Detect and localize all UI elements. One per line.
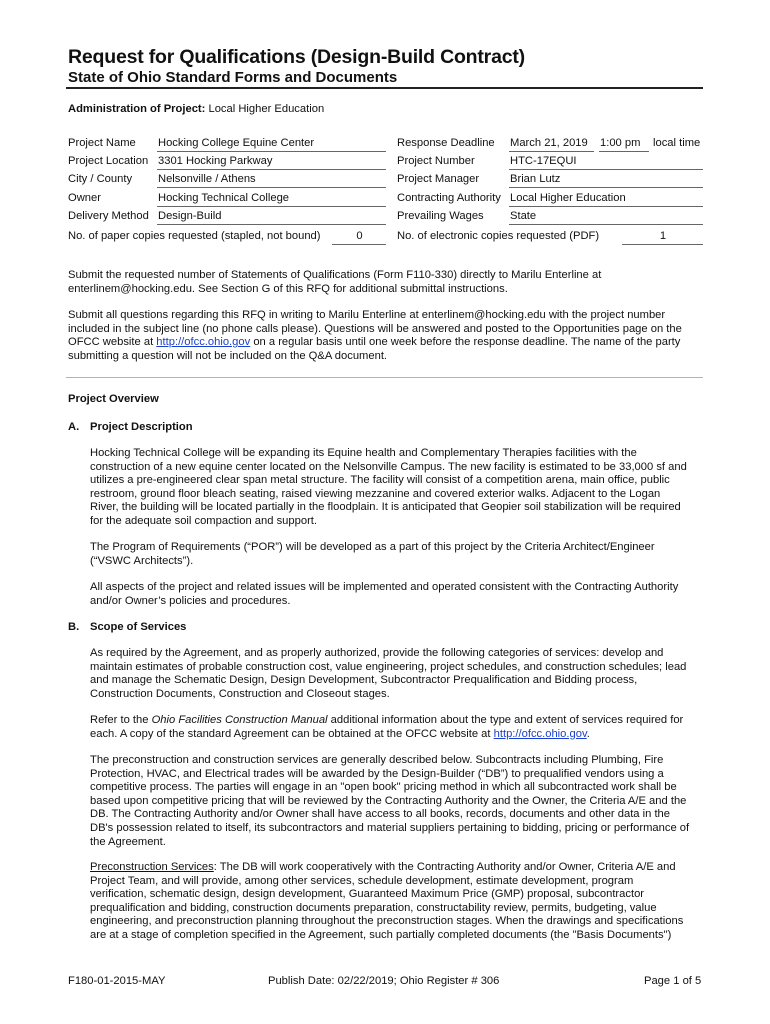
text-line: River, the building will be located partially in the floodplain. It is anticipated that Geopier soil stabilization will be required — [90, 501, 681, 514]
project-description-paragraph-3 — [90, 581, 702, 608]
delivery-method-field[interactable]: Design-Build — [157, 210, 386, 225]
delivery-method-label: Delivery Method — [68, 210, 149, 222]
contracting-authority-field[interactable]: Local Higher Education — [509, 192, 703, 207]
manual-title: Ohio Facilities Construction Manual — [151, 714, 328, 726]
electronic-copies-label: No. of electronic copies requested (PDF) — [397, 230, 600, 242]
text-line: All aspects of the project and related issues will be implemented and operated consistent with the Contracting Authority — [90, 581, 679, 593]
project-number-field[interactable]: HTC-17EQUI — [509, 155, 703, 170]
text-line: DB. The Contracting Authority and/or Owner shall have access to all books, records, documents and other data in the — [90, 808, 670, 821]
submit-instructions — [68, 269, 702, 296]
section-b-heading: Scope of Services — [90, 621, 187, 633]
response-deadline-date-field[interactable]: March 21, 2019 — [509, 137, 594, 152]
footer-form-id: F180-01-2015-MAY — [68, 975, 166, 987]
owner-field[interactable]: Hocking Technical College — [157, 192, 386, 207]
section-b-letter: B. — [68, 621, 80, 633]
text-line: verification, schematic design, design development, Guaranteed Maximum Price (GMP) proposal, subcontractor — [90, 888, 645, 901]
scope-paragraph-2 — [90, 714, 702, 741]
text-fragment: additional information about the type and extent of services required for — [330, 714, 684, 726]
project-name-label: Project Name — [68, 137, 136, 149]
text-line — [68, 336, 702, 350]
text-line — [90, 728, 702, 742]
administration-line — [68, 103, 324, 115]
scope-paragraph-4 — [90, 861, 702, 943]
section-a-heading: Project Description — [90, 421, 193, 433]
section-a-letter: A. — [68, 421, 80, 433]
ofcc-website-link[interactable]: http://ofcc.ohio.gov — [493, 727, 587, 740]
paper-copies-label: No. of paper copies requested (stapled, not bound) — [68, 230, 321, 242]
project-overview-heading: Project Overview — [68, 393, 159, 405]
text-fragment: OFCC website at — [68, 336, 154, 349]
local-time-label: local time — [653, 137, 701, 149]
ofcc-website-link[interactable]: http://ofcc.ohio.gov — [156, 336, 251, 349]
text-line: Hocking Technical College will be expanding its Equine health and Complementary Therapies facilities with the — [90, 447, 637, 459]
text-line: based upon competitive pricing that will be reviewed by the Contracting Authority and the Owner, the Criteria A/E and the — [90, 794, 687, 807]
text-line: prequalification and bidding, construction documents preparation, constructability review, permits, budgeting, value — [90, 901, 657, 914]
text-line: The Program of Requirements (“POR”) will be developed as a part of this project by the Criteria Architect/Engineer — [90, 541, 655, 553]
text-line: enterlinem@hocking.edu. See Section G of this RFQ for additional submittal instructions. — [68, 282, 508, 295]
preconstruction-services-label: Preconstruction Services — [90, 861, 214, 873]
text-line: DB's possession related to itself, its subcontractors and material suppliers pertaining to bidding, pricing or performance of — [90, 821, 690, 834]
text-line: are at a stage of completion specified in the Agreement, such partially completed documents (the "Basis Documents") — [90, 928, 672, 941]
project-location-field[interactable]: 3301 Hocking Parkway — [157, 155, 386, 170]
text-line: construction of a new equine center located on the Nelsonville Campus. The new facility is estimated to be 33,000 sf and — [90, 460, 687, 473]
text-line: (“VSWC Architects”). — [90, 554, 194, 567]
document-title: Request for Qualifications (Design-Build Contract) — [68, 46, 525, 68]
owner-label: Owner — [68, 192, 101, 204]
text-line: Submit all questions regarding this RFQ in writing to Marilu Enterline at enterlinem@hocking.edu with the project number — [68, 309, 666, 321]
text-fragment: . — [586, 727, 590, 740]
scope-paragraph-3 — [90, 754, 702, 849]
electronic-copies-field[interactable]: 1 — [622, 230, 703, 245]
administration-label: Administration of Project: — [68, 103, 206, 115]
prevailing-wages-field[interactable]: State — [509, 210, 703, 225]
document-subtitle: State of Ohio Standard Forms and Documents — [68, 69, 398, 86]
text-fragment: : The DB will work cooperatively with the Contracting Authority and/or Owner, Criteria A/E and — [213, 861, 676, 873]
text-line: and manage the Schematic Design, Design Development, Subcontractor Prequalification and Bidding process, — [90, 674, 638, 687]
project-manager-label: Project Manager — [397, 173, 480, 185]
text-line: and/or Owner’s policies and procedures. — [90, 594, 291, 607]
project-manager-field[interactable]: Brian Lutz — [509, 173, 703, 188]
text-line: As required by the Agreement, and as properly authorized, provide the following categories of services: develop and — [90, 647, 664, 659]
footer-page-number: Page 1 of 5 — [644, 975, 702, 987]
text-line: Submit the requested number of Statements of Qualifications (Form F110-330) directly to Marilu Enterline at — [68, 269, 602, 281]
text-line: utilizes a pre-engineered clear span metal structure. The facility will consist of a competition arena, main office, public — [90, 474, 670, 487]
administration-value: Local Higher Education — [208, 103, 325, 115]
text-fragment: each. A copy of the standard Agreement can be obtained at the OFCC website at — [90, 727, 491, 740]
text-line: submitting a question will not be included on the Q&A document. — [68, 349, 388, 362]
text-line: for the adequate soil compaction and support. — [90, 514, 318, 527]
project-location-label: Project Location — [68, 155, 149, 167]
scope-paragraph-1 — [90, 647, 702, 701]
text-line: restroom, ground floor bleach seating, raised viewing mezzanine and covered exterior walks. Adjacent to the Logan — [90, 487, 661, 500]
text-fragment: on a regular basis until one week before the response deadline. The name of the party — [253, 336, 681, 349]
response-deadline-label: Response Deadline — [397, 137, 495, 149]
text-line: competitive process. The parties will engage in an "open book" pricing method in which all subcontracted work shall be — [90, 781, 677, 794]
contracting-authority-label: Contracting Authority — [397, 192, 501, 204]
section-divider — [66, 377, 703, 378]
text-line: Construction Documents, Construction and Closeout stages. — [90, 687, 390, 700]
project-number-label: Project Number — [397, 155, 475, 167]
questions-instructions — [68, 309, 702, 363]
prevailing-wages-label: Prevailing Wages — [397, 210, 484, 222]
footer-publish-date: Publish Date: 02/22/2019; Ohio Register # 306 — [268, 975, 500, 987]
city-county-field[interactable]: Nelsonville / Athens — [157, 173, 386, 188]
project-description-paragraph-2 — [90, 541, 702, 568]
project-name-field[interactable]: Hocking College Equine Center — [157, 137, 386, 152]
response-deadline-time-field[interactable]: 1:00 pm — [599, 137, 649, 152]
header-divider — [66, 87, 703, 89]
text-line: the Agreement. — [90, 835, 166, 848]
project-description-paragraph-1 — [90, 447, 702, 529]
text-line: maintain estimates of probable construction cost, value engineering, project schedules, and construction schedules; lead — [90, 660, 687, 673]
text-line — [90, 714, 702, 728]
text-line: included in the subject line (no phone calls please). Questions will be answered and posted to the Opportunities page on the — [68, 322, 682, 335]
text-line: Protection, HVAC, and Electrical trades will be awarded by the Design-Builder (“DB”) to prequalified vendors using a — [90, 767, 664, 780]
paper-copies-field[interactable]: 0 — [332, 230, 386, 245]
text-line — [90, 861, 702, 875]
text-line: engineering, and preconstruction planning throughout the preconstruction stages. When the drawings and specifications — [90, 915, 684, 928]
text-fragment: Refer to the — [90, 714, 149, 726]
text-line: The preconstruction and construction services are generally described below. Subcontracts including Plumbing, Fire — [90, 754, 664, 766]
city-county-label: City / County — [68, 173, 133, 185]
text-line: Project Team, and will provide, among other services, schedule development, estimate development, program — [90, 874, 634, 887]
